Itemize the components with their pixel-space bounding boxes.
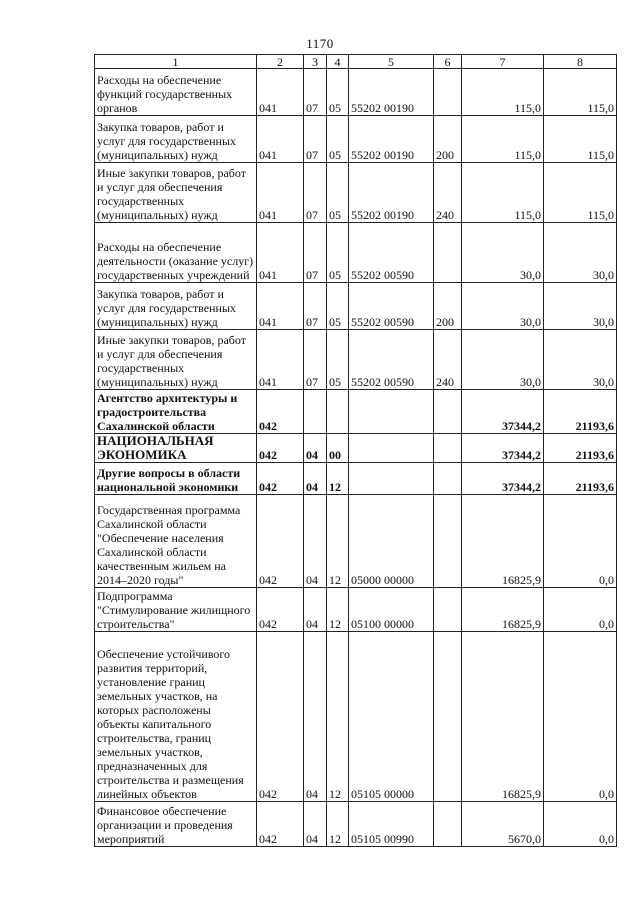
cell-expense-type: 240 bbox=[434, 163, 462, 223]
cell-section: 07 bbox=[304, 163, 327, 223]
cell-target-article: 55202 00190 bbox=[349, 116, 434, 163]
cell-expense-type bbox=[434, 632, 462, 802]
cell-target-article: 05100 00000 bbox=[349, 588, 434, 632]
cell-amount-col7: 37344,2 bbox=[462, 390, 544, 434]
cell-amount-col8: 0,0 bbox=[544, 588, 617, 632]
table-row bbox=[95, 69, 617, 116]
cell-target-article: 55202 00590 bbox=[349, 330, 434, 390]
cell-amount-col8: 21193,6 bbox=[544, 434, 617, 463]
table-row bbox=[95, 390, 617, 434]
row-label: Государственная программа Сахалинской области "Обеспечение населения Сахалинской области качественным жильем на 2014–2020 годы" bbox=[95, 495, 257, 588]
cell-amount-col7: 30,0 bbox=[462, 223, 544, 283]
cell-amount-col8: 21193,6 bbox=[544, 463, 617, 495]
cell-target-article bbox=[349, 390, 434, 434]
cell-section: 07 bbox=[304, 69, 327, 116]
cell-target-article bbox=[349, 434, 434, 463]
header-row bbox=[95, 55, 617, 69]
cell-target-article bbox=[349, 463, 434, 495]
cell-amount-col7: 16825,9 bbox=[462, 588, 544, 632]
row-label: Расходы на обеспечение деятельности (оказание услуг) государственных учреждений bbox=[95, 223, 257, 283]
cell-subsection: 12 bbox=[327, 802, 349, 847]
cell-section: 07 bbox=[304, 223, 327, 283]
cell-amount-col7: 115,0 bbox=[462, 163, 544, 223]
cell-subsection: 05 bbox=[327, 69, 349, 116]
cell-amount-col7: 16825,9 bbox=[462, 495, 544, 588]
cell-section: 07 bbox=[304, 330, 327, 390]
cell-ministry-code: 041 bbox=[257, 223, 304, 283]
column-header: 5 bbox=[349, 55, 434, 69]
cell-subsection: 05 bbox=[327, 283, 349, 330]
column-header: 1 bbox=[95, 55, 257, 69]
column-header: 7 bbox=[462, 55, 544, 69]
table-row bbox=[95, 283, 617, 330]
cell-expense-type bbox=[434, 390, 462, 434]
cell-subsection: 12 bbox=[327, 495, 349, 588]
cell-section: 04 bbox=[304, 802, 327, 847]
cell-expense-type: 200 bbox=[434, 283, 462, 330]
cell-amount-col8: 0,0 bbox=[544, 802, 617, 847]
cell-target-article: 55202 00590 bbox=[349, 223, 434, 283]
budget-table bbox=[94, 54, 617, 847]
column-header: 3 bbox=[304, 55, 327, 69]
row-label: Финансовое обеспечение организации и проведения мероприятий bbox=[95, 802, 257, 847]
cell-ministry-code: 041 bbox=[257, 163, 304, 223]
cell-subsection bbox=[327, 390, 349, 434]
cell-amount-col8: 115,0 bbox=[544, 69, 617, 116]
cell-subsection: 05 bbox=[327, 116, 349, 163]
cell-target-article: 55202 00190 bbox=[349, 69, 434, 116]
cell-section: 07 bbox=[304, 116, 327, 163]
cell-subsection: 12 bbox=[327, 463, 349, 495]
table-row bbox=[95, 495, 617, 588]
cell-ministry-code: 042 bbox=[257, 390, 304, 434]
cell-section bbox=[304, 390, 327, 434]
cell-subsection: 05 bbox=[327, 163, 349, 223]
table-row bbox=[95, 163, 617, 223]
table-row bbox=[95, 632, 617, 802]
table-row bbox=[95, 116, 617, 163]
column-header: 8 bbox=[544, 55, 617, 69]
row-label: Подпрограмма "Стимулирование жилищного строительства" bbox=[95, 588, 257, 632]
table-row bbox=[95, 223, 617, 283]
column-header: 4 bbox=[327, 55, 349, 69]
cell-amount-col7: 30,0 bbox=[462, 330, 544, 390]
page-number: 1170 bbox=[306, 36, 334, 51]
cell-ministry-code: 042 bbox=[257, 434, 304, 463]
cell-ministry-code: 041 bbox=[257, 69, 304, 116]
cell-section: 07 bbox=[304, 283, 327, 330]
cell-amount-col7: 30,0 bbox=[462, 283, 544, 330]
cell-subsection: 05 bbox=[327, 223, 349, 283]
cell-amount-col7: 115,0 bbox=[462, 116, 544, 163]
cell-ministry-code: 042 bbox=[257, 588, 304, 632]
cell-ministry-code: 041 bbox=[257, 330, 304, 390]
cell-amount-col8: 21193,6 bbox=[544, 390, 617, 434]
cell-amount-col7: 37344,2 bbox=[462, 463, 544, 495]
cell-expense-type: 200 bbox=[434, 116, 462, 163]
cell-subsection: 05 bbox=[327, 330, 349, 390]
column-header: 2 bbox=[257, 55, 304, 69]
cell-amount-col7: 37344,2 bbox=[462, 434, 544, 463]
cell-ministry-code: 042 bbox=[257, 802, 304, 847]
cell-amount-col8: 0,0 bbox=[544, 495, 617, 588]
cell-section: 04 bbox=[304, 495, 327, 588]
cell-expense-type: 240 bbox=[434, 330, 462, 390]
row-label: Агентство архитектуры и градостроительства Сахалинской области bbox=[95, 390, 257, 434]
cell-subsection: 12 bbox=[327, 632, 349, 802]
row-label: Иные закупки товаров, работ и услуг для обеспечения государственных (муниципальных) нужд bbox=[95, 163, 257, 223]
cell-amount-col8: 30,0 bbox=[544, 283, 617, 330]
cell-amount-col8: 0,0 bbox=[544, 632, 617, 802]
cell-section: 04 bbox=[304, 632, 327, 802]
cell-expense-type bbox=[434, 802, 462, 847]
cell-section: 04 bbox=[304, 463, 327, 495]
table-row bbox=[95, 434, 617, 463]
cell-amount-col8: 115,0 bbox=[544, 163, 617, 223]
cell-expense-type bbox=[434, 69, 462, 116]
table-row bbox=[95, 802, 617, 847]
column-header: 6 bbox=[434, 55, 462, 69]
cell-amount-col8: 30,0 bbox=[544, 223, 617, 283]
row-label: Обеспечение устойчивого развития территорий, установление границ земельных участков, на которых расположены объекты капитального строительства, границ земельных участков, предназначенных для строительства и размещения линейных объектов bbox=[95, 632, 257, 802]
cell-amount-col8: 115,0 bbox=[544, 116, 617, 163]
table-row bbox=[95, 463, 617, 495]
cell-section: 04 bbox=[304, 434, 327, 463]
row-label: Расходы на обеспечение функций государственных органов bbox=[95, 69, 257, 116]
cell-expense-type bbox=[434, 434, 462, 463]
cell-ministry-code: 042 bbox=[257, 632, 304, 802]
cell-ministry-code: 042 bbox=[257, 463, 304, 495]
row-label: Иные закупки товаров, работ и услуг для обеспечения государственных (муниципальных) нужд bbox=[95, 330, 257, 390]
table-row bbox=[95, 588, 617, 632]
cell-amount-col7: 115,0 bbox=[462, 69, 544, 116]
cell-amount-col8: 30,0 bbox=[544, 330, 617, 390]
cell-target-article: 55202 00590 bbox=[349, 283, 434, 330]
cell-expense-type bbox=[434, 588, 462, 632]
cell-target-article: 55202 00190 bbox=[349, 163, 434, 223]
cell-subsection: 12 bbox=[327, 588, 349, 632]
cell-amount-col7: 16825,9 bbox=[462, 632, 544, 802]
cell-ministry-code: 042 bbox=[257, 495, 304, 588]
cell-target-article: 05000 00000 bbox=[349, 495, 434, 588]
cell-section: 04 bbox=[304, 588, 327, 632]
cell-expense-type bbox=[434, 223, 462, 283]
cell-expense-type bbox=[434, 495, 462, 588]
row-label: Другие вопросы в области национальной экономики bbox=[95, 463, 257, 495]
cell-target-article: 05105 00990 bbox=[349, 802, 434, 847]
table-row bbox=[95, 330, 617, 390]
row-label: НАЦИОНАЛЬНАЯ ЭКОНОМИКА bbox=[95, 434, 257, 463]
cell-ministry-code: 041 bbox=[257, 283, 304, 330]
cell-expense-type bbox=[434, 463, 462, 495]
cell-ministry-code: 041 bbox=[257, 116, 304, 163]
row-label: Закупка товаров, работ и услуг для государственных (муниципальных) нужд bbox=[95, 283, 257, 330]
row-label: Закупка товаров, работ и услуг для государственных (муниципальных) нужд bbox=[95, 116, 257, 163]
cell-target-article: 05105 00000 bbox=[349, 632, 434, 802]
cell-subsection: 00 bbox=[327, 434, 349, 463]
cell-amount-col7: 5670,0 bbox=[462, 802, 544, 847]
